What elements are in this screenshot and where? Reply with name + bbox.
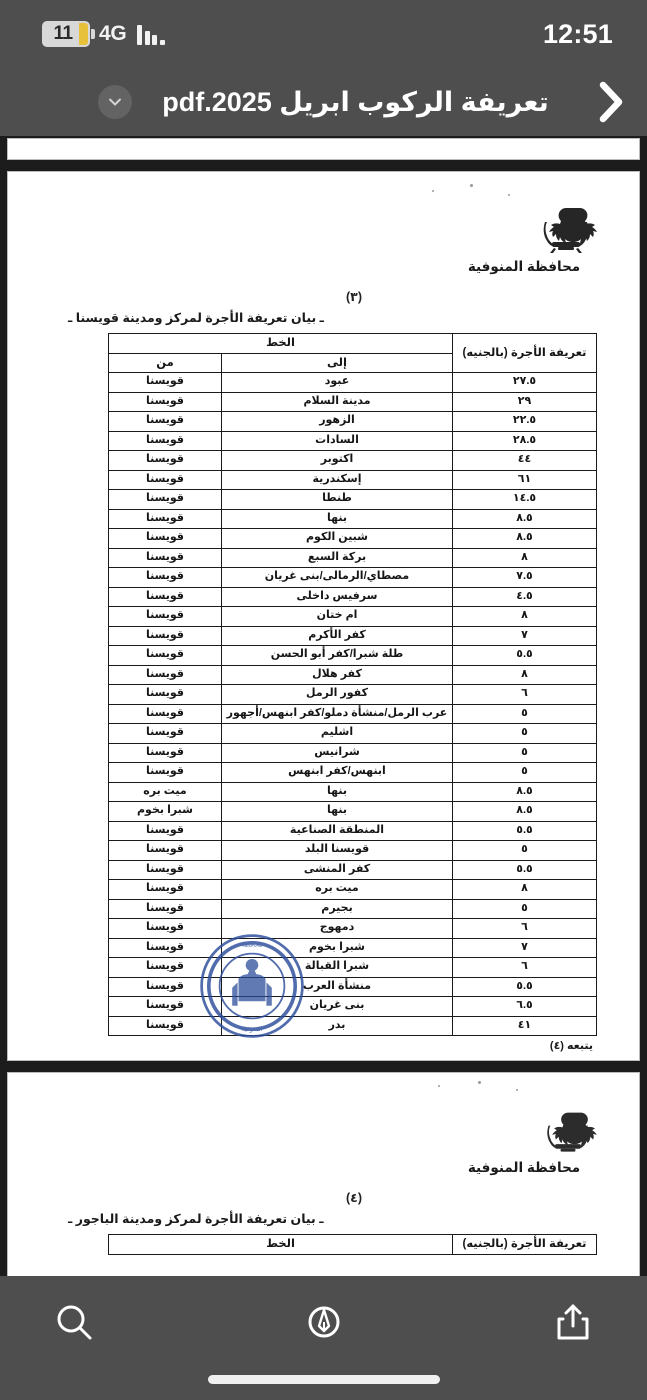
cell-fare: ٥.٥ xyxy=(453,977,597,997)
network-type-label: 4G xyxy=(99,22,127,45)
header-from: من xyxy=(109,353,222,373)
table-row xyxy=(109,802,597,822)
next-header-row xyxy=(109,1235,597,1255)
scan-speck xyxy=(516,1089,518,1091)
scan-speck xyxy=(508,194,510,196)
cell-from: قويسنا xyxy=(109,685,222,705)
document-title: تعريفة الركوب ابريل 2025.pdf xyxy=(162,86,549,117)
table-row xyxy=(109,782,597,802)
table-row xyxy=(109,958,597,978)
cell-fare: ٨.٥ xyxy=(453,782,597,802)
cell-to: مدينة السلام xyxy=(222,392,453,412)
cell-to: عبود xyxy=(222,373,453,393)
scan-speck xyxy=(438,1085,440,1087)
cell-from: قويسنا xyxy=(109,373,222,393)
cell-to: ام ختان xyxy=(222,607,453,627)
cell-fare: ٧ xyxy=(453,626,597,646)
pdf-page-next xyxy=(7,1072,640,1276)
cell-to: سرفيس داخلى xyxy=(222,587,453,607)
cell-fare: ٦ xyxy=(453,685,597,705)
cell-fare: ٢٢.٥ xyxy=(453,412,597,432)
cell-from: قويسنا xyxy=(109,412,222,432)
cell-fare: ٨ xyxy=(453,548,597,568)
cell-fare: ٢٧.٥ xyxy=(453,373,597,393)
cell-fare: ٥.٥ xyxy=(453,821,597,841)
table-row xyxy=(109,860,597,880)
cell-fare: ٤١ xyxy=(453,1016,597,1036)
cell-to: بنها xyxy=(222,509,453,529)
cell-to: عرب الرمل/منشأة دملو/كفر ابنهس/أجهور xyxy=(222,704,453,724)
cell-fare: ٨.٥ xyxy=(453,509,597,529)
status-bar-left xyxy=(42,21,165,47)
cell-to: كفر الأكرم xyxy=(222,626,453,646)
cell-to: كفر المنشى xyxy=(222,860,453,880)
cell-from: شبرا بخوم xyxy=(109,802,222,822)
table-row xyxy=(109,568,597,588)
cell-fare: ٥ xyxy=(453,841,597,861)
cell-from: قويسنا xyxy=(109,724,222,744)
scan-speck xyxy=(470,184,473,187)
table-row xyxy=(109,392,597,412)
table-row xyxy=(109,587,597,607)
header-to: إلى xyxy=(222,353,453,373)
chevron-down-icon[interactable] xyxy=(98,85,132,119)
cell-fare: ٥ xyxy=(453,763,597,783)
cell-to: شبرا بخوم xyxy=(222,938,453,958)
table-row xyxy=(109,470,597,490)
cell-from: قويسنا xyxy=(109,997,222,1017)
cell-from: قويسنا xyxy=(109,841,222,861)
cell-from: قويسنا xyxy=(109,880,222,900)
cell-from: قويسنا xyxy=(109,763,222,783)
cell-to: بنى غريان xyxy=(222,997,453,1017)
svg-text:محافظة: محافظة xyxy=(241,941,263,949)
cell-from: قويسنا xyxy=(109,626,222,646)
table-row xyxy=(109,509,597,529)
pdf-page-previous xyxy=(7,138,640,160)
table-row xyxy=(109,919,597,939)
cell-fare: ٥ xyxy=(453,743,597,763)
cell-to: بنها xyxy=(222,802,453,822)
cell-from: قويسنا xyxy=(109,938,222,958)
table-row xyxy=(109,607,597,627)
cell-fare: ٤٤ xyxy=(453,451,597,471)
cell-from: قويسنا xyxy=(109,958,222,978)
table-row xyxy=(109,548,597,568)
document-letterhead xyxy=(48,202,599,275)
table-row xyxy=(109,938,597,958)
cell-to: ابنهس/كفر ابنهس xyxy=(222,763,453,783)
fare-table-body xyxy=(109,373,597,1036)
cell-to: شرانيس xyxy=(222,743,453,763)
cell-to: شبرا القبالة xyxy=(222,958,453,978)
cell-to: دمهوج xyxy=(222,919,453,939)
page-separator xyxy=(0,160,647,171)
cell-to: ميت بره xyxy=(222,880,453,900)
cell-fare: ٥ xyxy=(453,899,597,919)
cell-to: بنها xyxy=(222,782,453,802)
cell-from: قويسنا xyxy=(109,587,222,607)
table-row xyxy=(109,626,597,646)
cell-from: قويسنا xyxy=(109,860,222,880)
table-row xyxy=(109,1016,597,1036)
title-bar xyxy=(0,68,647,136)
cell-fare: ٢٨.٥ xyxy=(453,431,597,451)
scan-speck xyxy=(478,1081,481,1084)
table-row xyxy=(109,821,597,841)
cell-from: قويسنا xyxy=(109,548,222,568)
table-row xyxy=(109,529,597,549)
cell-to: الزهور xyxy=(222,412,453,432)
search-icon[interactable] xyxy=(46,1294,102,1350)
cell-to: بجيرم xyxy=(222,899,453,919)
cell-from: قويسنا xyxy=(109,977,222,997)
cell-from: قويسنا xyxy=(109,821,222,841)
cell-to: اشليم xyxy=(222,724,453,744)
page-separator xyxy=(0,1061,647,1072)
markup-pen-icon[interactable] xyxy=(296,1294,352,1350)
cell-to: قويسنا البلد xyxy=(222,841,453,861)
next-page-letterhead xyxy=(48,1107,599,1176)
home-indicator[interactable] xyxy=(208,1375,440,1384)
cell-to: كفور الرمل xyxy=(222,685,453,705)
clock-label: 12:51 xyxy=(542,18,613,49)
table-row xyxy=(109,880,597,900)
cell-to: كفر هلال xyxy=(222,665,453,685)
next-page-number: (٤) xyxy=(346,1191,362,1205)
cell-from: قويسنا xyxy=(109,665,222,685)
cell-fare: ٧.٥ xyxy=(453,568,597,588)
next-governorate-name: محافظة المنوفية xyxy=(467,1160,581,1175)
fare-table xyxy=(108,333,597,1036)
cell-from: قويسنا xyxy=(109,607,222,627)
cell-from: قويسنا xyxy=(109,646,222,666)
table-row xyxy=(109,704,597,724)
cell-from: قويسنا xyxy=(109,743,222,763)
cell-from: قويسنا xyxy=(109,451,222,471)
cell-from: قويسنا xyxy=(109,1016,222,1036)
eagle-emblem-icon xyxy=(533,202,599,258)
table-header-row-1 xyxy=(109,334,597,354)
cell-from: ميت بره xyxy=(109,782,222,802)
cell-from: قويسنا xyxy=(109,392,222,412)
toolbar-buttons xyxy=(0,1276,647,1350)
battery-fill xyxy=(79,23,88,45)
next-fare-table-head xyxy=(109,1235,597,1255)
cell-to: بركة السبع xyxy=(222,548,453,568)
pdf-toolbar xyxy=(0,1276,647,1400)
cell-fare: ٨ xyxy=(453,607,597,627)
cell-fare: ٦١ xyxy=(453,470,597,490)
next-header-fare: تعريفة الأجرة (بالجنيه) xyxy=(453,1235,597,1255)
cell-from: قويسنا xyxy=(109,704,222,724)
table-row xyxy=(109,490,597,510)
table-row xyxy=(109,763,597,783)
cell-to: بدر xyxy=(222,1016,453,1036)
cell-to: إسكندرية xyxy=(222,470,453,490)
cell-fare: ٨.٥ xyxy=(453,802,597,822)
table-row xyxy=(109,841,597,861)
cell-from: قويسنا xyxy=(109,568,222,588)
cell-from: قويسنا xyxy=(109,431,222,451)
status-bar xyxy=(0,0,647,68)
cell-fare: ٧ xyxy=(453,938,597,958)
table-row xyxy=(109,997,597,1017)
cell-to: طلة شبرا/كفر أبو الحسن xyxy=(222,646,453,666)
document-statement-line: ـ بيان تعريفة الأجرة لمركز ومدينة قويسنا ـ xyxy=(68,311,324,325)
cell-from: قويسنا xyxy=(109,529,222,549)
fare-table-head xyxy=(109,334,597,373)
table-row xyxy=(109,431,597,451)
cell-fare: ٥ xyxy=(453,704,597,724)
next-header-line-group: الخط xyxy=(109,1235,453,1255)
cell-fare: ٦.٥ xyxy=(453,997,597,1017)
cell-fare: ٨.٥ xyxy=(453,529,597,549)
cell-to: شبين الكوم xyxy=(222,529,453,549)
next-statement-line: ـ بيان تعريفة الأجرة لمركز ومدينة الباجور ـ xyxy=(68,1212,324,1226)
cell-from: قويسنا xyxy=(109,470,222,490)
cell-fare: ٨ xyxy=(453,665,597,685)
chevron-right-icon[interactable] xyxy=(587,79,633,125)
cell-to: طنطا xyxy=(222,490,453,510)
battery-percent-label: 11 xyxy=(53,23,73,44)
governorate-name: محافظة المنوفية xyxy=(467,259,581,274)
cell-to: منشأة العرب xyxy=(222,977,453,997)
document-page-number: (٣) xyxy=(346,290,362,304)
cell-from: قويسنا xyxy=(109,490,222,510)
next-fare-table xyxy=(108,1234,597,1255)
table-row xyxy=(109,451,597,471)
svg-text:المنوفية: المنوفية xyxy=(241,1026,263,1033)
cell-fare: ١٤.٥ xyxy=(453,490,597,510)
cell-fare: ٦ xyxy=(453,919,597,939)
table-row xyxy=(109,899,597,919)
scan-speck xyxy=(432,190,434,192)
cell-fare: ٦ xyxy=(453,958,597,978)
pdf-scroll-view[interactable] xyxy=(0,136,647,1276)
cell-fare: ٢٩ xyxy=(453,392,597,412)
cell-fare: ٥.٥ xyxy=(453,860,597,880)
battery-icon xyxy=(42,21,90,47)
signal-strength-icon xyxy=(137,23,165,45)
cell-from: قويسنا xyxy=(109,899,222,919)
cell-to: مصطاي/الرمالى/بنى غريان xyxy=(222,568,453,588)
header-fare: تعريفة الأجرة (بالجنيه) xyxy=(453,334,597,373)
eagle-emblem-icon xyxy=(537,1107,599,1159)
cell-from: قويسنا xyxy=(109,509,222,529)
cell-to: السادات xyxy=(222,431,453,451)
table-row xyxy=(109,724,597,744)
header-line-group: الخط xyxy=(109,334,453,354)
table-row xyxy=(109,977,597,997)
cell-fare: ٥ xyxy=(453,724,597,744)
table-row xyxy=(109,373,597,393)
cell-from: قويسنا xyxy=(109,919,222,939)
pdf-page-current xyxy=(7,171,640,1061)
cell-fare: ٤.٥ xyxy=(453,587,597,607)
continued-note: يتبعه (٤) xyxy=(549,1040,593,1052)
cell-to: اكتوبر xyxy=(222,451,453,471)
table-row xyxy=(109,646,597,666)
table-row xyxy=(109,685,597,705)
table-row xyxy=(109,743,597,763)
table-row xyxy=(109,665,597,685)
table-row xyxy=(109,412,597,432)
cell-to: المنطقة الصناعية xyxy=(222,821,453,841)
cell-fare: ٥.٥ xyxy=(453,646,597,666)
cell-fare: ٨ xyxy=(453,880,597,900)
share-icon[interactable] xyxy=(545,1294,601,1350)
